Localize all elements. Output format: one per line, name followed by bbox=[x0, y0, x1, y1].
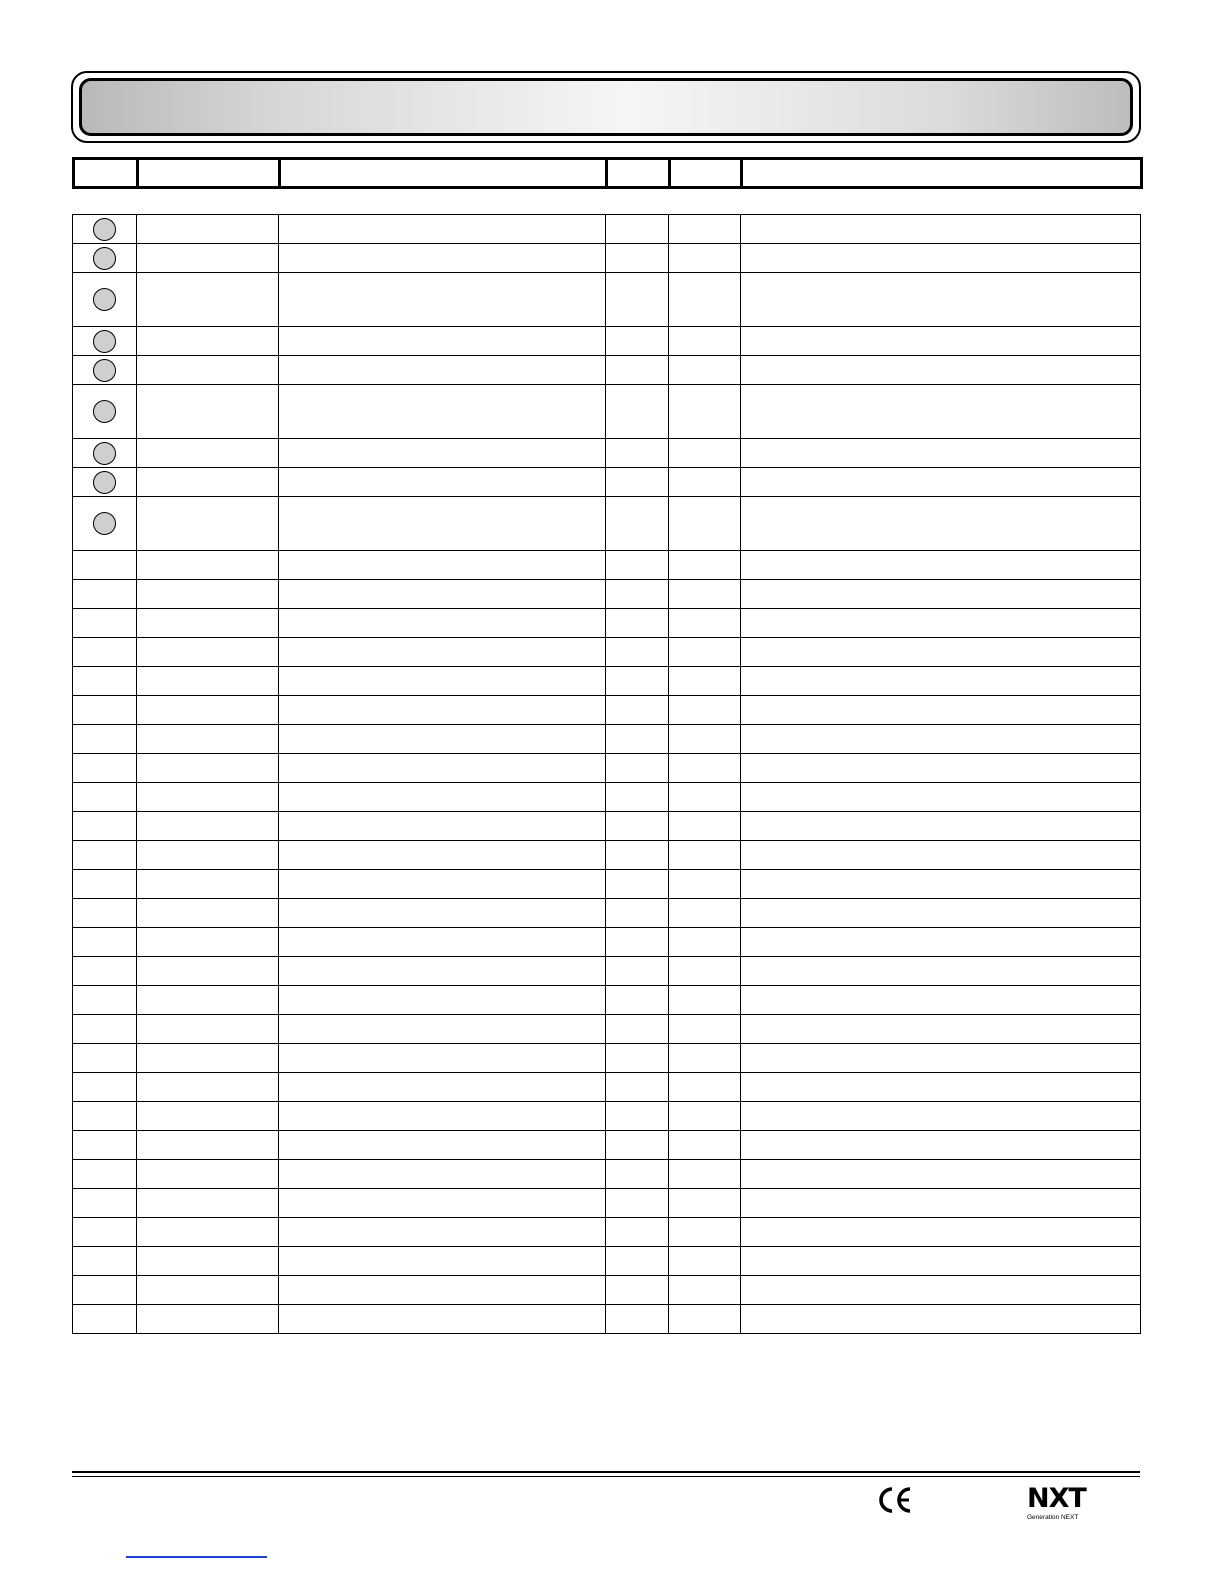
unit-cell bbox=[669, 812, 741, 841]
part-number-cell bbox=[137, 1073, 279, 1102]
unit-cell bbox=[669, 841, 741, 870]
unit-cell bbox=[669, 215, 741, 244]
notes-cell bbox=[741, 1189, 1141, 1218]
ref-cell bbox=[73, 1160, 137, 1189]
nxt-logo-tagline: Generation NEXT bbox=[1027, 1514, 1079, 1521]
ref-cell bbox=[73, 215, 137, 244]
unit-cell bbox=[669, 1276, 741, 1305]
part-number-cell bbox=[137, 497, 279, 551]
callout-marker bbox=[93, 288, 116, 311]
description-cell bbox=[279, 385, 606, 439]
description-cell bbox=[279, 244, 606, 273]
nxt-logo bbox=[1027, 1485, 1087, 1527]
part-number-cell bbox=[137, 754, 279, 783]
table-row bbox=[73, 725, 1141, 754]
qty-cell bbox=[606, 327, 669, 356]
unit-cell bbox=[669, 667, 741, 696]
ref-cell bbox=[73, 551, 137, 580]
notes-cell bbox=[741, 215, 1141, 244]
qty-cell bbox=[606, 497, 669, 551]
qty-cell bbox=[606, 928, 669, 957]
part-number-cell bbox=[137, 1044, 279, 1073]
qty-cell bbox=[606, 986, 669, 1015]
notes-cell bbox=[741, 986, 1141, 1015]
qty-cell bbox=[606, 356, 669, 385]
notes-cell bbox=[741, 725, 1141, 754]
notes-cell bbox=[741, 1218, 1141, 1247]
part-number-cell bbox=[137, 667, 279, 696]
unit-cell bbox=[669, 551, 741, 580]
notes-cell bbox=[741, 244, 1141, 273]
table-row bbox=[73, 1189, 1141, 1218]
qty-cell bbox=[606, 696, 669, 725]
qty-cell bbox=[606, 439, 669, 468]
ref-cell bbox=[73, 1247, 137, 1276]
unit-cell bbox=[669, 1218, 741, 1247]
unit-cell bbox=[669, 439, 741, 468]
table-row bbox=[73, 327, 1141, 356]
qty-cell bbox=[606, 899, 669, 928]
qty-cell bbox=[606, 551, 669, 580]
callout-marker bbox=[93, 442, 116, 465]
description-cell bbox=[279, 1102, 606, 1131]
notes-cell bbox=[741, 696, 1141, 725]
table-row bbox=[73, 580, 1141, 609]
header-ref bbox=[74, 159, 138, 188]
description-cell bbox=[279, 439, 606, 468]
unit-cell bbox=[669, 356, 741, 385]
part-number-cell bbox=[137, 1015, 279, 1044]
header-description bbox=[280, 159, 607, 188]
table-row bbox=[73, 468, 1141, 497]
notes-cell bbox=[741, 957, 1141, 986]
notes-cell bbox=[741, 1131, 1141, 1160]
ref-cell bbox=[73, 1044, 137, 1073]
part-number-cell bbox=[137, 327, 279, 356]
ref-cell bbox=[73, 1218, 137, 1247]
table-row bbox=[73, 385, 1141, 439]
ref-cell bbox=[73, 783, 137, 812]
footer-link[interactable] bbox=[126, 1556, 267, 1558]
table-row bbox=[73, 1073, 1141, 1102]
unit-cell bbox=[669, 1015, 741, 1044]
notes-cell bbox=[741, 356, 1141, 385]
callout-marker bbox=[93, 218, 116, 241]
notes-cell bbox=[741, 870, 1141, 899]
description-cell bbox=[279, 928, 606, 957]
notes-cell bbox=[741, 841, 1141, 870]
qty-cell bbox=[606, 1044, 669, 1073]
notes-cell bbox=[741, 273, 1141, 327]
table-row bbox=[73, 551, 1141, 580]
notes-cell bbox=[741, 1015, 1141, 1044]
qty-cell bbox=[606, 870, 669, 899]
part-number-cell bbox=[137, 1247, 279, 1276]
description-cell bbox=[279, 899, 606, 928]
ref-cell bbox=[73, 273, 137, 327]
qty-cell bbox=[606, 783, 669, 812]
table-row bbox=[73, 841, 1141, 870]
notes-cell bbox=[741, 1102, 1141, 1131]
notes-cell bbox=[741, 1276, 1141, 1305]
table-row bbox=[73, 1044, 1141, 1073]
unit-cell bbox=[669, 1073, 741, 1102]
table-row bbox=[73, 609, 1141, 638]
header-part-number bbox=[138, 159, 280, 188]
notes-cell bbox=[741, 638, 1141, 667]
unit-cell bbox=[669, 468, 741, 497]
notes-cell bbox=[741, 497, 1141, 551]
description-cell bbox=[279, 1189, 606, 1218]
notes-cell bbox=[741, 1247, 1141, 1276]
ref-cell bbox=[73, 385, 137, 439]
ref-cell bbox=[73, 667, 137, 696]
qty-cell bbox=[606, 215, 669, 244]
table-row bbox=[73, 783, 1141, 812]
ref-cell bbox=[73, 327, 137, 356]
table-row bbox=[73, 1305, 1141, 1334]
description-cell bbox=[279, 725, 606, 754]
parts-table bbox=[72, 214, 1141, 1334]
description-cell bbox=[279, 215, 606, 244]
part-number-cell bbox=[137, 273, 279, 327]
header-unit bbox=[670, 159, 742, 188]
table-row bbox=[73, 928, 1141, 957]
table-row bbox=[73, 667, 1141, 696]
unit-cell bbox=[669, 899, 741, 928]
table-header bbox=[72, 157, 1143, 189]
ref-cell bbox=[73, 497, 137, 551]
qty-cell bbox=[606, 1102, 669, 1131]
description-cell bbox=[279, 551, 606, 580]
header-notes bbox=[742, 159, 1142, 188]
description-cell bbox=[279, 327, 606, 356]
part-number-cell bbox=[137, 1102, 279, 1131]
callout-marker bbox=[93, 471, 116, 494]
callout-marker bbox=[93, 330, 116, 353]
notes-cell bbox=[741, 783, 1141, 812]
ref-cell bbox=[73, 1305, 137, 1334]
ref-cell bbox=[73, 928, 137, 957]
description-cell bbox=[279, 696, 606, 725]
notes-cell bbox=[741, 1073, 1141, 1102]
table-row bbox=[73, 754, 1141, 783]
qty-cell bbox=[606, 812, 669, 841]
nxt-logo-word: NXT bbox=[1027, 1483, 1086, 1514]
qty-cell bbox=[606, 580, 669, 609]
description-cell bbox=[279, 667, 606, 696]
ref-cell bbox=[73, 754, 137, 783]
qty-cell bbox=[606, 1189, 669, 1218]
unit-cell bbox=[669, 1044, 741, 1073]
qty-cell bbox=[606, 468, 669, 497]
qty-cell bbox=[606, 725, 669, 754]
table-row bbox=[73, 638, 1141, 667]
ce-mark-icon bbox=[877, 1486, 913, 1514]
unit-cell bbox=[669, 870, 741, 899]
notes-cell bbox=[741, 899, 1141, 928]
part-number-cell bbox=[137, 1276, 279, 1305]
ref-cell bbox=[73, 1102, 137, 1131]
notes-cell bbox=[741, 1160, 1141, 1189]
ref-cell bbox=[73, 870, 137, 899]
table-row bbox=[73, 1247, 1141, 1276]
footer-rule-thin bbox=[72, 1476, 1140, 1477]
qty-cell bbox=[606, 244, 669, 273]
header-qty bbox=[607, 159, 670, 188]
part-number-cell bbox=[137, 870, 279, 899]
part-number-cell bbox=[137, 1131, 279, 1160]
part-number-cell bbox=[137, 986, 279, 1015]
qty-cell bbox=[606, 1218, 669, 1247]
notes-cell bbox=[741, 551, 1141, 580]
unit-cell bbox=[669, 986, 741, 1015]
unit-cell bbox=[669, 497, 741, 551]
table-row bbox=[73, 1102, 1141, 1131]
notes-cell bbox=[741, 468, 1141, 497]
description-cell bbox=[279, 841, 606, 870]
unit-cell bbox=[669, 609, 741, 638]
notes-cell bbox=[741, 667, 1141, 696]
unit-cell bbox=[669, 754, 741, 783]
table-row bbox=[73, 273, 1141, 327]
unit-cell bbox=[669, 638, 741, 667]
qty-cell bbox=[606, 609, 669, 638]
description-cell bbox=[279, 638, 606, 667]
table-row bbox=[73, 497, 1141, 551]
notes-cell bbox=[741, 609, 1141, 638]
ref-cell bbox=[73, 1276, 137, 1305]
qty-cell bbox=[606, 1247, 669, 1276]
description-cell bbox=[279, 957, 606, 986]
part-number-cell bbox=[137, 1189, 279, 1218]
part-number-cell bbox=[137, 551, 279, 580]
ref-cell bbox=[73, 580, 137, 609]
qty-cell bbox=[606, 841, 669, 870]
description-cell bbox=[279, 468, 606, 497]
title-banner bbox=[71, 71, 1141, 143]
part-number-cell bbox=[137, 244, 279, 273]
unit-cell bbox=[669, 1102, 741, 1131]
table-row bbox=[73, 696, 1141, 725]
callout-marker bbox=[93, 400, 116, 423]
callout-marker bbox=[93, 512, 116, 535]
ref-cell bbox=[73, 812, 137, 841]
part-number-cell bbox=[137, 580, 279, 609]
unit-cell bbox=[669, 580, 741, 609]
callout-marker bbox=[93, 359, 116, 382]
qty-cell bbox=[606, 1073, 669, 1102]
unit-cell bbox=[669, 1305, 741, 1334]
description-cell bbox=[279, 1247, 606, 1276]
part-number-cell bbox=[137, 356, 279, 385]
table-row bbox=[73, 1276, 1141, 1305]
ref-cell bbox=[73, 356, 137, 385]
ref-cell bbox=[73, 638, 137, 667]
ref-cell bbox=[73, 1131, 137, 1160]
qty-cell bbox=[606, 754, 669, 783]
table-row bbox=[73, 244, 1141, 273]
part-number-cell bbox=[137, 928, 279, 957]
ref-cell bbox=[73, 1073, 137, 1102]
ref-cell bbox=[73, 957, 137, 986]
ref-cell bbox=[73, 1015, 137, 1044]
notes-cell bbox=[741, 928, 1141, 957]
description-cell bbox=[279, 609, 606, 638]
qty-cell bbox=[606, 1015, 669, 1044]
unit-cell bbox=[669, 385, 741, 439]
unit-cell bbox=[669, 1189, 741, 1218]
part-number-cell bbox=[137, 1160, 279, 1189]
table-row bbox=[73, 1160, 1141, 1189]
description-cell bbox=[279, 986, 606, 1015]
ref-cell bbox=[73, 468, 137, 497]
ref-cell bbox=[73, 899, 137, 928]
unit-cell bbox=[669, 696, 741, 725]
description-cell bbox=[279, 273, 606, 327]
description-cell bbox=[279, 754, 606, 783]
part-number-cell bbox=[137, 899, 279, 928]
part-number-cell bbox=[137, 439, 279, 468]
notes-cell bbox=[741, 1305, 1141, 1334]
notes-cell bbox=[741, 327, 1141, 356]
description-cell bbox=[279, 497, 606, 551]
qty-cell bbox=[606, 667, 669, 696]
unit-cell bbox=[669, 273, 741, 327]
description-cell bbox=[279, 1044, 606, 1073]
ref-cell bbox=[73, 725, 137, 754]
notes-cell bbox=[741, 439, 1141, 468]
part-number-cell bbox=[137, 725, 279, 754]
part-number-cell bbox=[137, 468, 279, 497]
part-number-cell bbox=[137, 1305, 279, 1334]
table-row bbox=[73, 986, 1141, 1015]
ref-cell bbox=[73, 696, 137, 725]
part-number-cell bbox=[137, 696, 279, 725]
description-cell bbox=[279, 1073, 606, 1102]
qty-cell bbox=[606, 957, 669, 986]
description-cell bbox=[279, 1305, 606, 1334]
part-number-cell bbox=[137, 812, 279, 841]
description-cell bbox=[279, 356, 606, 385]
description-cell bbox=[279, 1015, 606, 1044]
description-cell bbox=[279, 1131, 606, 1160]
unit-cell bbox=[669, 783, 741, 812]
description-cell bbox=[279, 783, 606, 812]
part-number-cell bbox=[137, 638, 279, 667]
description-cell bbox=[279, 1218, 606, 1247]
part-number-cell bbox=[137, 1218, 279, 1247]
table-row bbox=[73, 812, 1141, 841]
table-row bbox=[73, 1218, 1141, 1247]
table-row bbox=[73, 899, 1141, 928]
table-row bbox=[73, 1015, 1141, 1044]
part-number-cell bbox=[137, 783, 279, 812]
unit-cell bbox=[669, 957, 741, 986]
unit-cell bbox=[669, 1160, 741, 1189]
ref-cell bbox=[73, 1189, 137, 1218]
notes-cell bbox=[741, 1044, 1141, 1073]
unit-cell bbox=[669, 1247, 741, 1276]
part-number-cell bbox=[137, 957, 279, 986]
table-row bbox=[73, 957, 1141, 986]
table-row bbox=[73, 356, 1141, 385]
part-number-cell bbox=[137, 215, 279, 244]
qty-cell bbox=[606, 385, 669, 439]
qty-cell bbox=[606, 1305, 669, 1334]
description-cell bbox=[279, 870, 606, 899]
qty-cell bbox=[606, 1276, 669, 1305]
notes-cell bbox=[741, 580, 1141, 609]
notes-cell bbox=[741, 385, 1141, 439]
ref-cell bbox=[73, 244, 137, 273]
unit-cell bbox=[669, 327, 741, 356]
part-number-cell bbox=[137, 385, 279, 439]
description-cell bbox=[279, 1276, 606, 1305]
notes-cell bbox=[741, 754, 1141, 783]
description-cell bbox=[279, 812, 606, 841]
qty-cell bbox=[606, 273, 669, 327]
unit-cell bbox=[669, 1131, 741, 1160]
part-number-cell bbox=[137, 841, 279, 870]
callout-marker bbox=[93, 247, 116, 270]
ref-cell bbox=[73, 841, 137, 870]
unit-cell bbox=[669, 244, 741, 273]
table-row bbox=[73, 870, 1141, 899]
unit-cell bbox=[669, 725, 741, 754]
qty-cell bbox=[606, 1131, 669, 1160]
part-number-cell bbox=[137, 609, 279, 638]
notes-cell bbox=[741, 812, 1141, 841]
ref-cell bbox=[73, 439, 137, 468]
description-cell bbox=[279, 580, 606, 609]
header-row bbox=[74, 159, 1142, 188]
description-cell bbox=[279, 1160, 606, 1189]
page-title bbox=[79, 78, 1133, 136]
footer-rule bbox=[72, 1471, 1140, 1473]
ref-cell bbox=[73, 986, 137, 1015]
table-row bbox=[73, 215, 1141, 244]
qty-cell bbox=[606, 1160, 669, 1189]
ref-cell bbox=[73, 609, 137, 638]
table-row bbox=[73, 439, 1141, 468]
table-row bbox=[73, 1131, 1141, 1160]
unit-cell bbox=[669, 928, 741, 957]
qty-cell bbox=[606, 638, 669, 667]
